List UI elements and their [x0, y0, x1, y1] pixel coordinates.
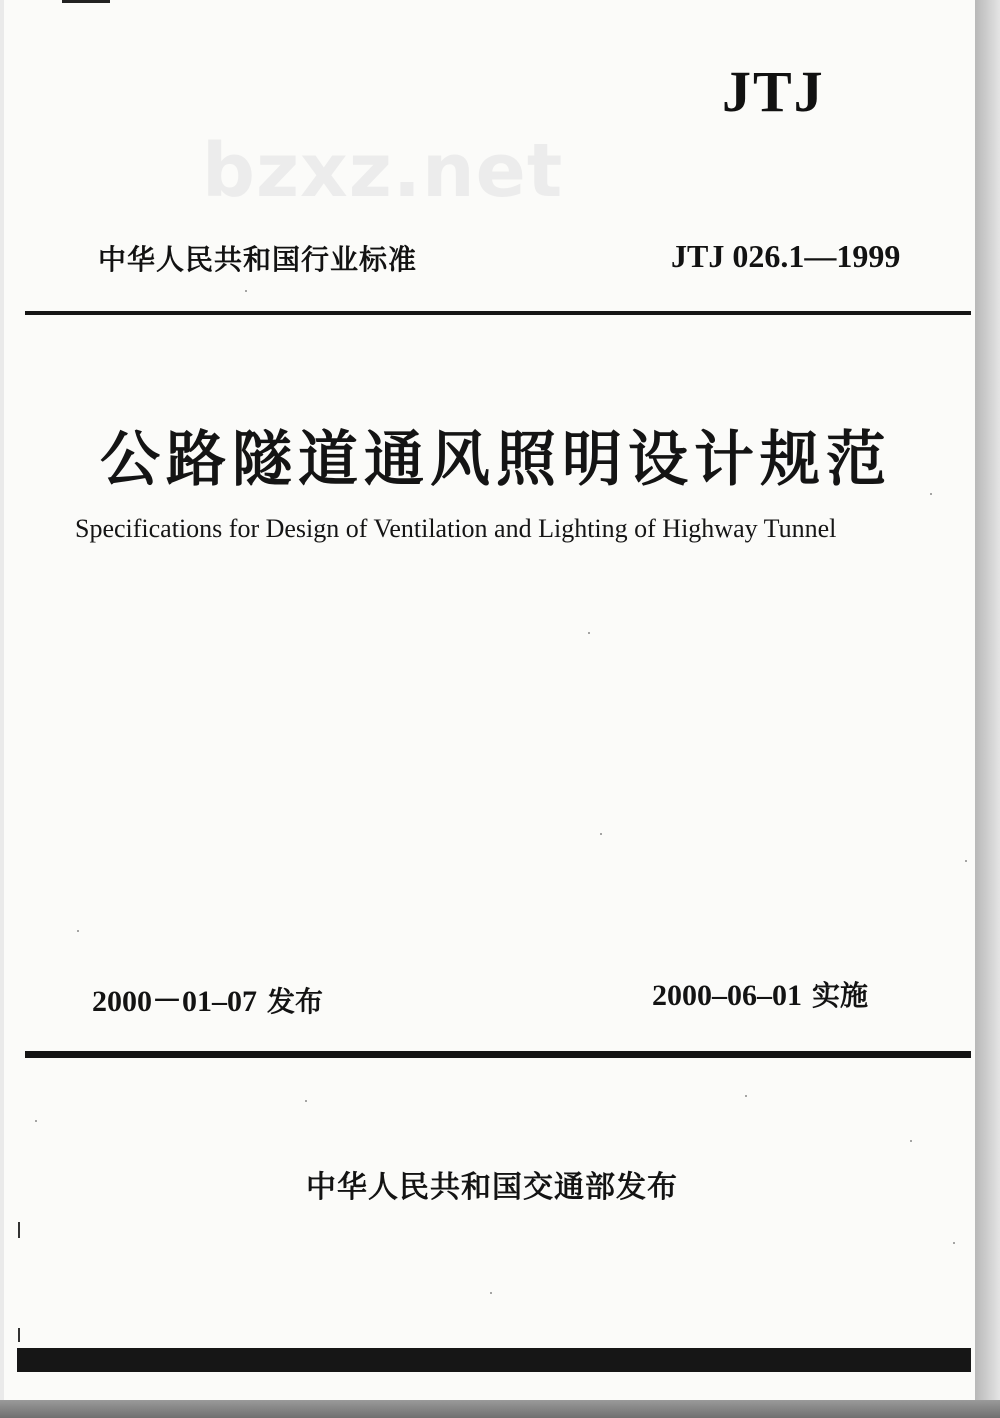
scan-left-edge [0, 0, 4, 1400]
title-chinese: 公路隧道通风照明设计规范 [100, 425, 892, 495]
issue-date: 2000－01–07 [92, 985, 257, 1018]
scan-speck [35, 1120, 37, 1122]
scan-speck [930, 493, 932, 495]
scan-speck [245, 290, 247, 292]
scan-mark [18, 1222, 20, 1238]
issue-date-line [92, 976, 323, 1020]
scan-speck [965, 860, 967, 862]
effective-date-line [652, 974, 868, 1014]
standard-number: JTJ 026.1—1999 [671, 238, 901, 274]
title-english: Specifications for Design of Ventilation and Lighting of Highway Tunnel [75, 514, 837, 543]
scan-speck [600, 833, 602, 835]
scan-mark [18, 1328, 20, 1342]
header-rule [25, 311, 971, 315]
scan-speck [745, 1095, 747, 1097]
scan-right-shadow [975, 0, 1000, 1418]
effective-date: 2000–06–01 [652, 979, 802, 1012]
scan-speck [953, 1242, 955, 1244]
scan-speck [305, 1100, 307, 1102]
scan-speck [77, 930, 79, 932]
scan-speck [910, 1140, 912, 1142]
jtj-logo: JTJ [722, 59, 825, 124]
footer-band [17, 1348, 971, 1372]
publisher: 中华人民共和国交通部发布 [306, 1170, 678, 1205]
scan-speck [588, 632, 590, 634]
scan-speck [490, 1292, 492, 1294]
scan-bottom-strip [0, 1400, 1000, 1418]
effective-label: 实施 [812, 979, 869, 1012]
scan-top-mark [62, 0, 110, 3]
issue-label: 发布 [267, 985, 324, 1018]
standard-category: 中华人民共和国行业标准 [98, 243, 418, 276]
watermark: bzxz.net [202, 128, 564, 214]
footer-rule [25, 1051, 971, 1058]
